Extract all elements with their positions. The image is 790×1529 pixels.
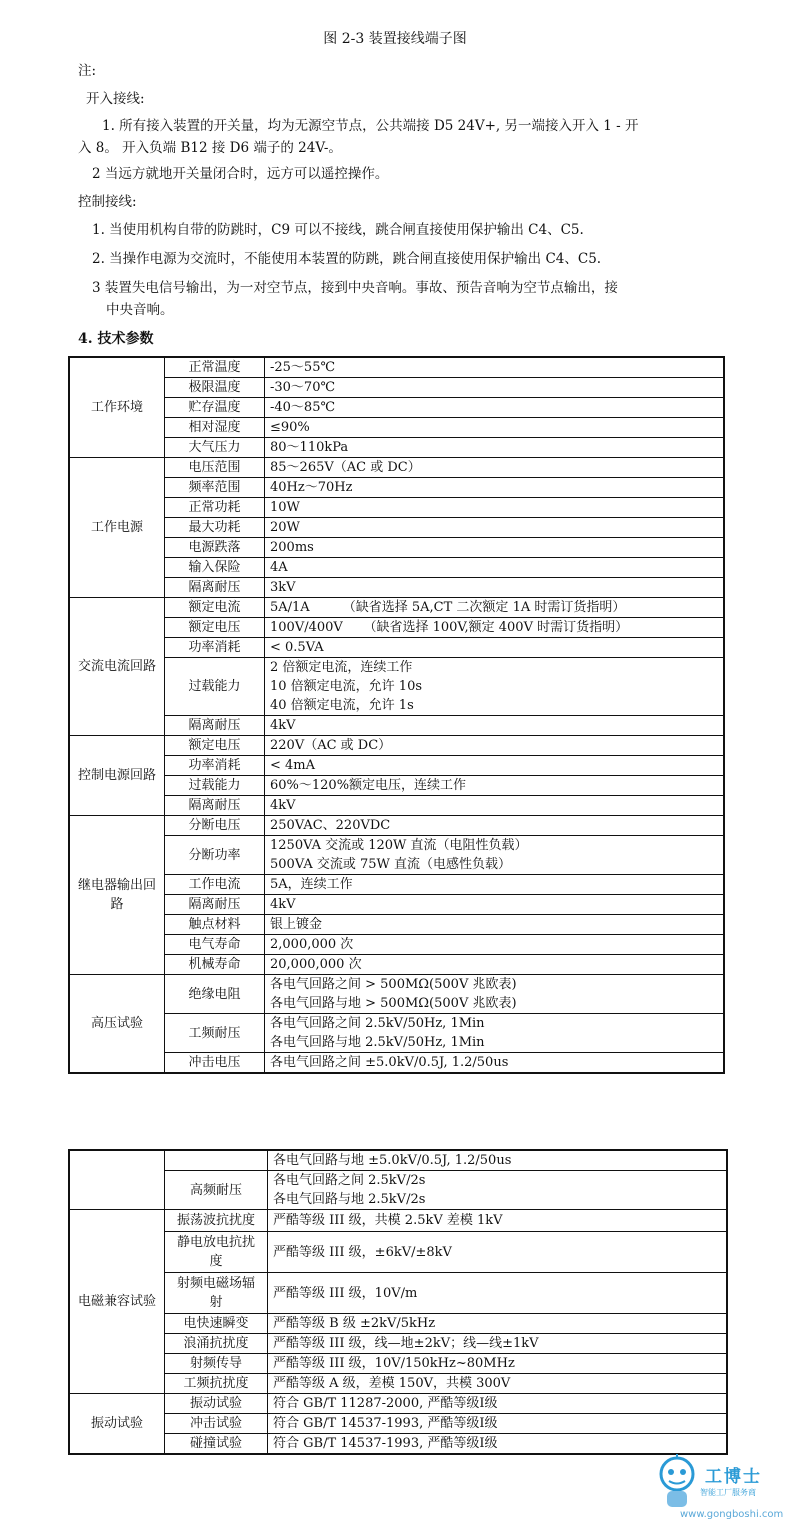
param-label: 绝缘电阻 [165, 975, 265, 1014]
param-value: 各电气回路与地 ±5.0kV/0.5J, 1.2/50us [268, 1150, 728, 1171]
category-ac-circuit: 交流电流回路 [69, 598, 165, 736]
value-line: 1250VA 交流或 120W 直流（电阻性负载） [270, 838, 528, 853]
value-line: 各电气回路之间 2.5kV/50Hz, 1Min [270, 1016, 485, 1031]
param-label: 工频抗扰度 [165, 1374, 268, 1394]
param-label: 正常功耗 [165, 498, 265, 518]
param-value: 银上镀金 [265, 915, 725, 935]
param-label: 分断电压 [165, 816, 265, 836]
param-value: 符合 GB/T 14537-1993, 严酷等级Ⅰ级 [268, 1414, 728, 1434]
param-value: 4kV [265, 716, 725, 736]
param-label: 额定电压 [165, 736, 265, 756]
param-value: 40Hz～70Hz [265, 478, 725, 498]
param-value: 10W [265, 498, 725, 518]
control-wiring-item3-line1: 3 装置失电信号输出，为一对空节点，接到中央音响。事故、预告音响为空节点输出，接 [92, 280, 618, 296]
value-line: 500VA 交流或 75W 直流（电感性负载） [270, 857, 512, 872]
param-label: 射频电磁场辐射 [165, 1273, 268, 1314]
param-label: 射频传导 [165, 1354, 268, 1374]
tech-params-table-continued [68, 1149, 728, 1455]
value-line: 40 倍额定电流，允许 1s [270, 698, 414, 713]
param-value: 2,000,000 次 [265, 935, 725, 955]
param-label: 相对湿度 [165, 418, 265, 438]
param-label: 频率范围 [165, 478, 265, 498]
note-label: 注: [78, 63, 97, 79]
value-line: 各电气回路与地 2.5kV/50Hz, 1Min [270, 1035, 485, 1050]
param-value: 250VAC、220VDC [265, 816, 725, 836]
param-label: 工频耐压 [165, 1014, 265, 1053]
param-value [268, 1171, 728, 1210]
param-label: 输入保险 [165, 558, 265, 578]
param-value: -25～55℃ [265, 357, 725, 378]
watermark-url: www.gongboshi.com [680, 1509, 784, 1520]
param-value: ≤90% [265, 418, 725, 438]
category-vibration: 振动试验 [69, 1394, 165, 1455]
control-wiring-item1: 1. 当使用机构自带的防跳时，C9 可以不接线，跳合闸直接使用保护输出 C4、C5. [92, 222, 584, 238]
category-hv-test-cont [69, 1150, 165, 1210]
param-value [265, 975, 725, 1014]
param-label: 机械寿命 [165, 955, 265, 975]
param-value: 严酷等级 A 级，差模 150V，共模 300V [268, 1374, 728, 1394]
param-value [265, 658, 725, 716]
param-label-empty [165, 1150, 268, 1171]
param-label: 振荡波抗扰度 [165, 1210, 268, 1232]
param-value: 60%～120%额定电压，连续工作 [265, 776, 725, 796]
param-label: 大气压力 [165, 438, 265, 458]
param-value [265, 836, 725, 875]
param-value: 3kV [265, 578, 725, 598]
param-label: 隔离耐压 [165, 578, 265, 598]
param-label: 隔离耐压 [165, 796, 265, 816]
param-value: 4kV [265, 796, 725, 816]
value-line: 各电气回路与地 2.5kV/2s [273, 1192, 426, 1207]
param-value: 5A，连续工作 [265, 875, 725, 895]
param-value: 5A/1A （缺省选择 5A,CT 二次额定 1A 时需订货指明） [265, 598, 725, 618]
param-label: 额定电压 [165, 618, 265, 638]
value-line: 各电气回路之间 > 500MΩ(500V 兆欧表) [270, 977, 517, 992]
param-label: 隔离耐压 [165, 716, 265, 736]
param-label: 电源跌落 [165, 538, 265, 558]
watermark-brand: 工博士 [705, 1467, 762, 1487]
param-value: 严酷等级 III 级，线—地±2kV；线—线±1kV [268, 1334, 728, 1354]
watermark-tagline: 智能工厂服务商 [700, 1488, 756, 1497]
param-label: 过载能力 [165, 776, 265, 796]
param-label: 电压范围 [165, 458, 265, 478]
param-label: 最大功耗 [165, 518, 265, 538]
input-wiring-heading: 开入接线: [86, 91, 145, 107]
category-control-power: 控制电源回路 [69, 736, 165, 816]
param-value: -40～85℃ [265, 398, 725, 418]
param-label: 电快速瞬变 [165, 1314, 268, 1334]
figure-caption: 图 2-3 装置接线端子图 [323, 31, 467, 47]
param-value: 80～110kPa [265, 438, 725, 458]
param-value: 20W [265, 518, 725, 538]
param-label: 功率消耗 [165, 756, 265, 776]
param-label: 过载能力 [165, 658, 265, 716]
param-label: 振动试验 [165, 1394, 268, 1414]
value-line: 各电气回路与地 > 500MΩ(500V 兆欧表) [270, 996, 517, 1011]
category-hv-test: 高压试验 [69, 975, 165, 1074]
param-value: 20,000,000 次 [265, 955, 725, 975]
param-label: 电气寿命 [165, 935, 265, 955]
param-label: 高频耐压 [165, 1171, 268, 1210]
param-label: 冲击电压 [165, 1053, 265, 1074]
param-label: 额定电流 [165, 598, 265, 618]
category-relay: 继电器输出回路 [69, 816, 165, 975]
input-wiring-item2: 2 当远方就地开关量闭合时，远方可以遥控操作。 [92, 166, 389, 182]
value-line: 10 倍额定电流，允许 10s [270, 679, 423, 694]
category-work-env: 工作环境 [69, 357, 165, 458]
category-power: 工作电源 [69, 458, 165, 598]
param-label: 冲击试验 [165, 1414, 268, 1434]
param-value [265, 1014, 725, 1053]
param-label: 浪涌抗扰度 [165, 1334, 268, 1354]
param-label: 隔离耐压 [165, 895, 265, 915]
param-value: < 0.5VA [265, 638, 725, 658]
input-wiring-item1-line1: 1. 所有接入装置的开关量，均为无源空节点，公共端接 D5 24V+, 另一端接入开入 1 - 开 [102, 118, 639, 134]
control-wiring-item3-line2: 中央音响。 [106, 302, 174, 318]
category-emc: 电磁兼容试验 [69, 1210, 165, 1394]
param-value: 严酷等级 III 级，±6kV/±8kV [268, 1232, 728, 1273]
param-value: 200ms [265, 538, 725, 558]
param-label: 工作电流 [165, 875, 265, 895]
param-value: 220V（AC 或 DC） [265, 736, 725, 756]
param-label: 触点材料 [165, 915, 265, 935]
param-value: 各电气回路之间 ±5.0kV/0.5J, 1.2/50us [265, 1053, 725, 1074]
param-value: -30～70℃ [265, 378, 725, 398]
value-line: 2 倍额定电流，连续工作 [270, 660, 413, 675]
input-wiring-item1-line2: 入 8。 开入负端 B12 接 D6 端子的 24V-。 [78, 140, 342, 156]
param-label: 静电放电抗扰度 [165, 1232, 268, 1273]
param-value: 严酷等级 B 级 ±2kV/5kHz [268, 1314, 728, 1334]
value-line: 各电气回路之间 2.5kV/2s [273, 1173, 426, 1188]
control-wiring-item2: 2. 当操作电源为交流时，不能使用本装置的防跳，跳合闸直接使用保护输出 C4、C5. [92, 251, 602, 267]
param-label: 贮存温度 [165, 398, 265, 418]
param-value: 严酷等级 III 级，10V/150kHz~80MHz [268, 1354, 728, 1374]
control-wiring-heading: 控制接线: [78, 194, 137, 210]
param-value: 4kV [265, 895, 725, 915]
param-label: 分断功率 [165, 836, 265, 875]
param-label: 极限温度 [165, 378, 265, 398]
param-label: 碰撞试验 [165, 1434, 268, 1455]
param-label: 功率消耗 [165, 638, 265, 658]
param-value: 85～265V（AC 或 DC） [265, 458, 725, 478]
param-value: 严酷等级 III 级，10V/m [268, 1273, 728, 1314]
param-value: 严酷等级 III 级，共模 2.5kV 差模 1kV [268, 1210, 728, 1232]
param-value: 符合 GB/T 11287-2000, 严酷等级Ⅰ级 [268, 1394, 728, 1414]
param-label: 正常温度 [165, 357, 265, 378]
param-value: < 4mA [265, 756, 725, 776]
section-heading: 4. 技术参数 [78, 331, 154, 347]
param-value: 4A [265, 558, 725, 578]
tech-params-table [68, 356, 725, 1074]
param-value: 100V/400V （缺省选择 100V,额定 400V 时需订货指明） [265, 618, 725, 638]
param-value: 符合 GB/T 14537-1993, 严酷等级Ⅰ级 [268, 1434, 728, 1455]
